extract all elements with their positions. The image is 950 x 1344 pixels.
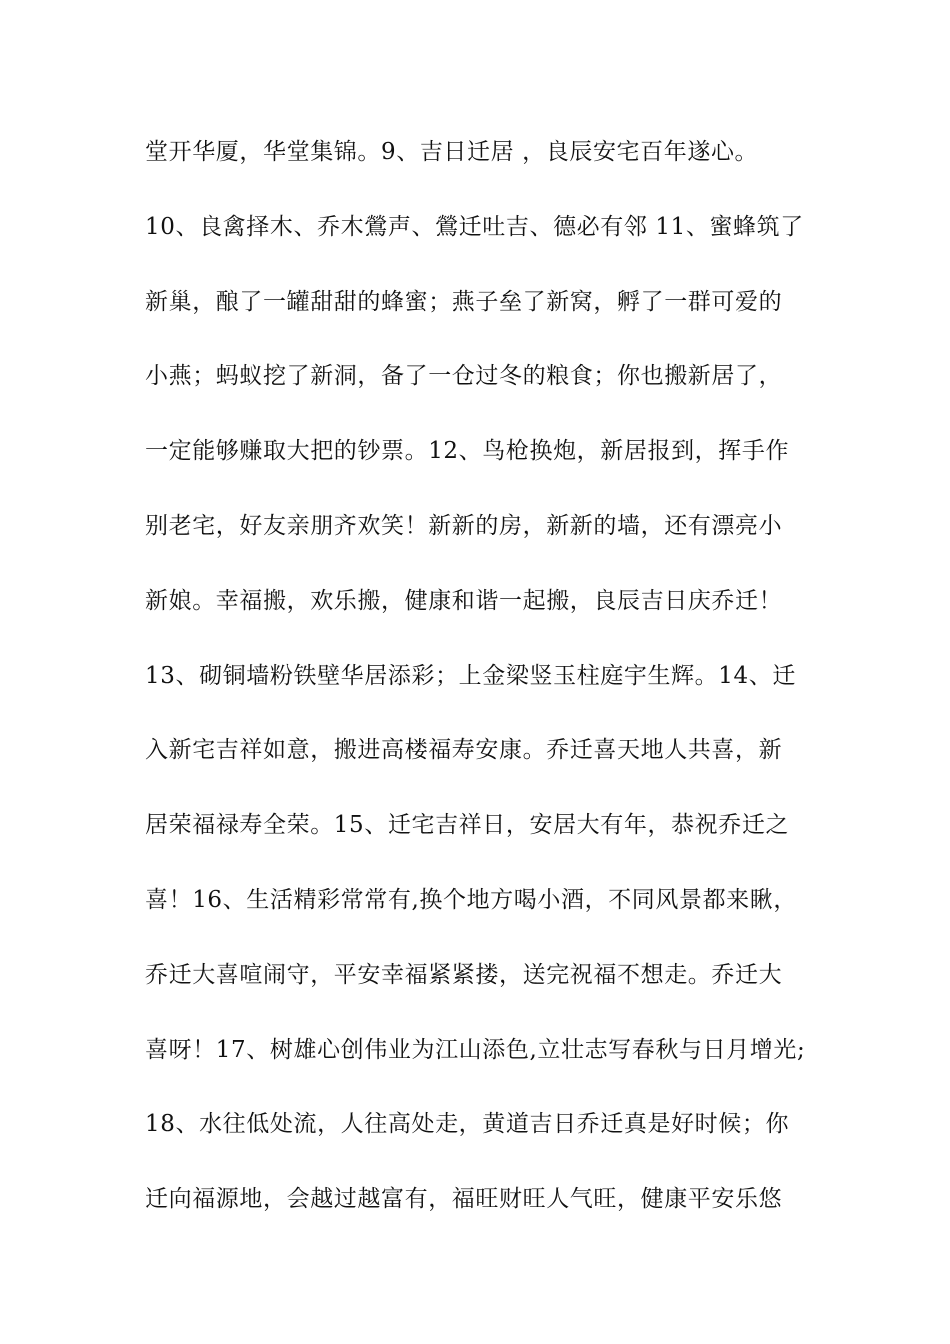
text-line-5: 一定能够赚取大把的钞票。12、鸟枪换炮，新居报到，挥手作	[145, 438, 790, 465]
text-line-11: 喜！16、生活精彩常常有,换个地方喝小酒，不同风景都来瞅，	[145, 886, 797, 913]
text-line-13: 喜呀！17、树雄心创伟业为江山添色,立壮志写春秋与日月增光;	[145, 1036, 806, 1063]
text-line-6: 别老宅，好友亲朋齐欢笑！新新的房，新新的墙，还有漂亮小	[145, 512, 783, 539]
text-line-7: 新娘。幸福搬，欢乐搬，健康和谐一起搬，良辰吉日庆乔迁！	[145, 587, 783, 614]
text-line-15: 迁向福源地，会越过越富有，福旺财旺人气旺，健康平安乐悠	[145, 1186, 783, 1213]
text-line-14: 18、水往低处流，人往高处走，黄道吉日乔迁真是好时候；你	[145, 1111, 790, 1138]
text-line-2: 10、良禽择木、乔木鶯声、鶯迁吐吉、德必有邻 11、蜜蜂筑了	[145, 213, 804, 240]
text-line-8: 13、砌铜墙粉铁壁华居添彩；上金梁竖玉柱庭宇生辉。14、迁	[145, 662, 796, 689]
body-text	[145, 128, 835, 1250]
text-line-9: 入新宅吉祥如意，搬进高楼福寿安康。乔迁喜天地人共喜，新	[145, 737, 783, 764]
text-line-4: 小燕；蚂蚁挖了新洞，备了一仓过冬的粮食；你也搬新居了，	[145, 363, 783, 390]
text-line-3: 新巢，酿了一罐甜甜的蜂蜜；燕子垒了新窝，孵了一群可爱的	[145, 288, 783, 315]
text-line-1: 堂开华厦，华堂集锦。9、吉日迁居 ，良辰安宅百年遂心。	[145, 139, 759, 165]
text-line-12: 乔迁大喜喧闹守，平安幸福紧紧搂，送完祝福不想走。乔迁大	[145, 961, 783, 988]
text-line-10: 居荣福禄寿全荣。15、迁宅吉祥日，安居大有年，恭祝乔迁之	[145, 812, 790, 839]
